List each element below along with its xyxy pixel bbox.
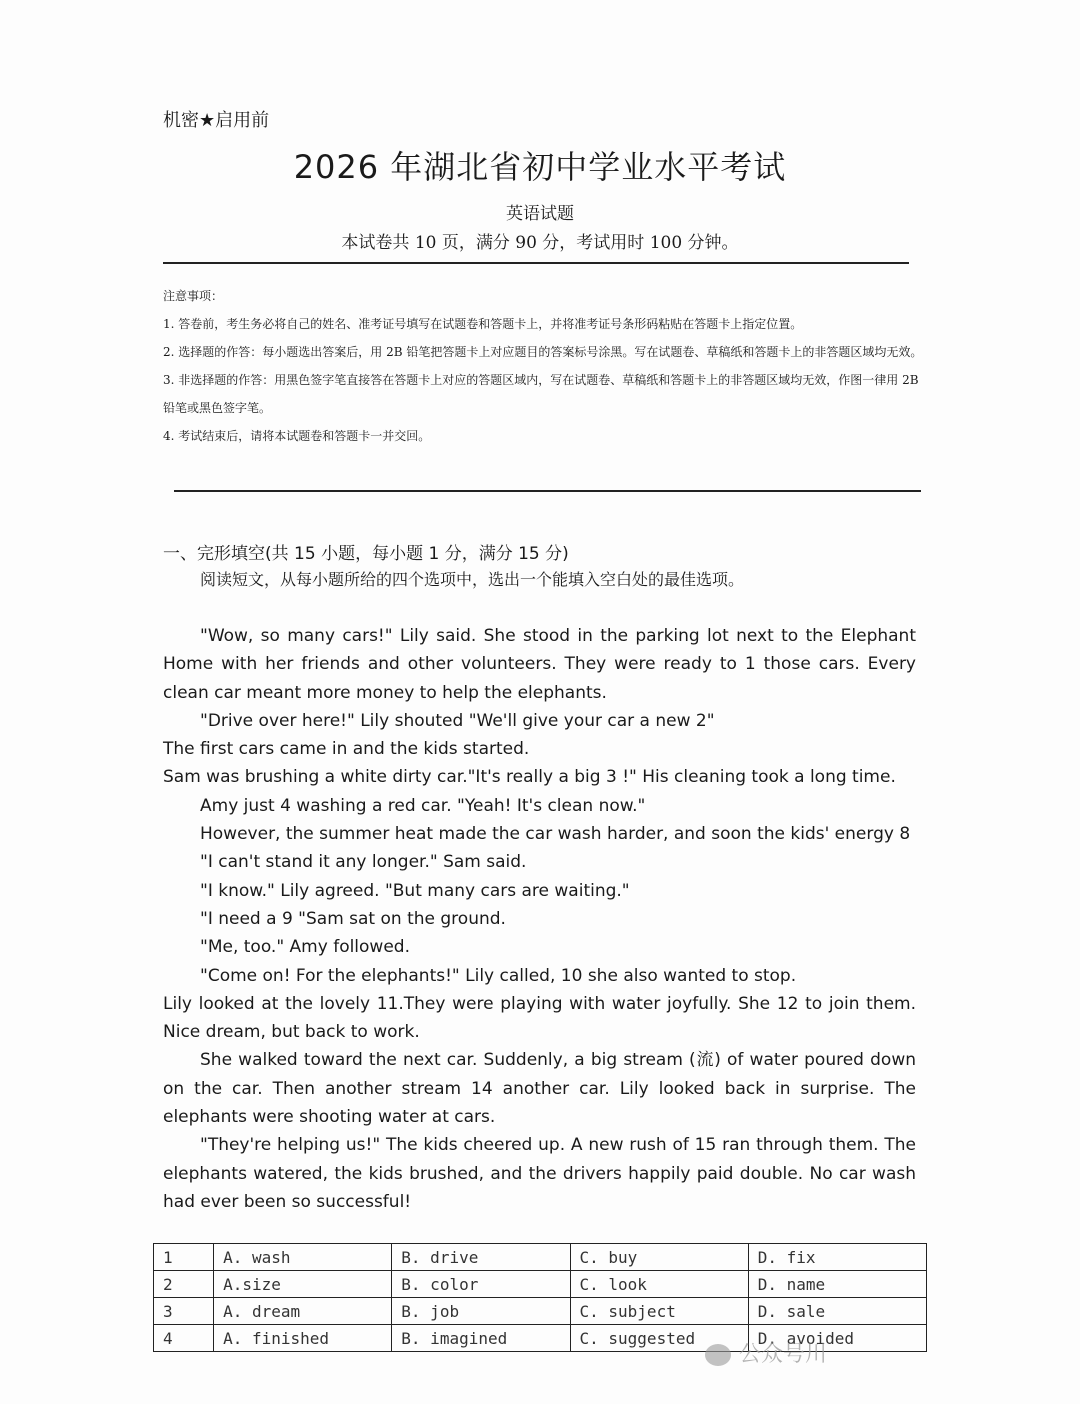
question-number: 1 [154, 1244, 214, 1271]
watermark-text: 公众号川 [739, 1342, 828, 1367]
passage-paragraph: "Wow, so many cars!" Lily said. She stood in the parking lot next to the Elephant Home with her friends and other volunteers. They were ready to 1 those cars. Every clean car meant more money to help the elephants. [163, 626, 916, 703]
bottom-divider [174, 490, 921, 492]
option-d: D. name [748, 1271, 926, 1298]
notice-item: 1. 答卷前，考生务必将自己的姓名、准考证号填写在试题卷和答题卡上，并将准考证号条形码粘贴在答题卡上指定位置。 [163, 317, 803, 331]
notice-item: 3. 非选择题的作答：用黑色签字笔直接答在答题卡上对应的答题区域内，写在试题卷、草稿纸和答题卡上的非答题区域均无效，作图一律用 2B 铅笔或黑色签字笔。 [163, 373, 919, 415]
option-b: B. imagined [392, 1325, 570, 1352]
passage-paragraph: She walked toward the next car. Suddenly, a big stream (流) of water poured down on the car. Then another stream 14 another car. Lily looked back in surprise. The elephants were shooting water at cars. [163, 1050, 916, 1128]
option-c: C. subject [570, 1298, 748, 1325]
passage-paragraph: "I can't stand it any longer." Sam said. [200, 852, 527, 873]
passage-paragraph: Amy just 4 washing a red car. "Yeah! It's clean now." [200, 795, 646, 816]
option-a: A. finished [214, 1325, 392, 1352]
option-d: D. avoided [748, 1325, 926, 1352]
option-a: A. wash [214, 1244, 392, 1271]
option-b: B. drive [392, 1244, 570, 1271]
passage-paragraph: "Drive over here!" Lily shouted "We'll give your car a new 2" [200, 710, 715, 731]
option-c: C. buy [570, 1244, 748, 1271]
passage-paragraph: "Me, too." Amy followed. [200, 937, 410, 958]
options-table [153, 1243, 927, 1352]
option-d: D. fix [748, 1244, 926, 1271]
passage-paragraph: "Come on! For the elephants!" Lily called, 10 she also wanted to stop. [200, 965, 797, 986]
wechat-icon [705, 1344, 731, 1366]
option-c: C. look [570, 1271, 748, 1298]
confidential-label: 机密★启用前 [163, 110, 270, 131]
question-number: 4 [154, 1325, 214, 1352]
watermark [705, 1337, 827, 1368]
passage-paragraph: However, the summer heat made the car wash harder, and soon the kids' energy 8 [200, 824, 911, 845]
exam-title: 2026 年湖北省初中学业水平考试 [293, 148, 787, 186]
option-b: B. job [392, 1298, 570, 1325]
notice-item: 2. 选择题的作答：每小题选出答案后，用 2B 铅笔把答题卡上对应题目的答案标号涂黑。写在试题卷、草稿纸和答题卡上的非答题区域均无效。 [163, 345, 923, 359]
option-a: A. dream [214, 1298, 392, 1325]
passage-paragraph: The first cars came in and the kids started. [163, 739, 530, 760]
option-c: C. suggested [570, 1325, 748, 1352]
passage-paragraph: Lily looked at the lovely 11.They were playing with water joyfully. She 12 to join them. Nice dream, but back to work. [163, 993, 916, 1043]
notice-heading: 注意事项： [163, 289, 224, 303]
passage-paragraph: "They're helping us!" The kids cheered up. A new rush of 15 ran through them. The elephants watered, the kids brushed, and the drivers happily paid double. No car wash had ever been so successful! [163, 1135, 916, 1212]
exam-subject: 英语试题 [506, 204, 574, 224]
section-instruction: 阅读短文，从每小题所给的四个选项中，选出一个能填入空白处的最佳选项。 [200, 570, 745, 589]
top-divider [163, 262, 909, 264]
notice-item: 4. 考试结束后，请将本试题卷和答题卡一并交回。 [163, 429, 431, 443]
table-row [154, 1244, 927, 1271]
option-a: A.size [214, 1271, 392, 1298]
option-b: B. color [392, 1271, 570, 1298]
notice-block [163, 282, 923, 450]
passage-paragraph: Sam was brushing a white dirty car."It's really a big 3 !" His cleaning took a long time. [163, 767, 896, 788]
passage-paragraph: "I need a 9 "Sam sat on the ground. [200, 908, 506, 929]
option-d: D. sale [748, 1298, 926, 1325]
passage-paragraph: "I know." Lily agreed. "But many cars are waiting." [200, 880, 630, 901]
table-row [154, 1271, 927, 1298]
question-number: 3 [154, 1298, 214, 1325]
section-title: 一、完形填空(共 15 小题，每小题 1 分，满分 15 分) [163, 544, 569, 564]
exam-info: 本试卷共 10 页，满分 90 分，考试用时 100 分钟。 [341, 233, 739, 253]
table-row [154, 1298, 927, 1325]
cloze-passage [163, 622, 916, 1216]
question-number: 2 [154, 1271, 214, 1298]
